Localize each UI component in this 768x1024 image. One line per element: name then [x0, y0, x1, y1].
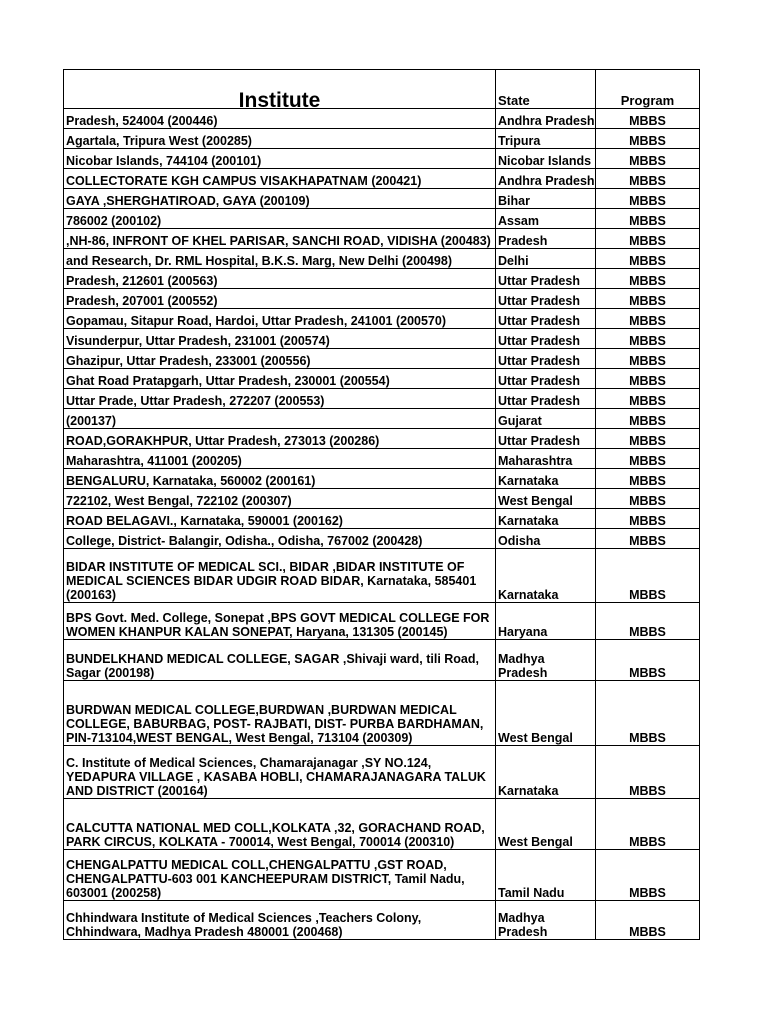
state-cell: Uttar Pradesh — [496, 369, 596, 389]
table-row — [64, 249, 700, 269]
program-cell: MBBS — [596, 209, 700, 229]
table-row — [64, 429, 700, 449]
state-cell: Uttar Pradesh — [496, 329, 596, 349]
program-cell: MBBS — [596, 129, 700, 149]
state-cell: Uttar Pradesh — [496, 389, 596, 409]
program-cell: MBBS — [596, 603, 700, 640]
institute-cell: Maharashtra, 411001 (200205) — [64, 449, 496, 469]
institute-cell: CHENGALPATTU MEDICAL COLL,CHENGALPATTU ,GST ROAD, CHENGALPATTU-603 001 KANCHEEPURAM DISTRICT, Tamil Nadu, 603001 (200258) — [64, 850, 496, 901]
table-row — [64, 309, 700, 329]
institute-cell: Visunderpur, Uttar Pradesh, 231001 (200574) — [64, 329, 496, 349]
institute-cell: Gopamau, Sitapur Road, Hardoi, Uttar Pradesh, 241001 (200570) — [64, 309, 496, 329]
program-cell: MBBS — [596, 449, 700, 469]
program-cell: MBBS — [596, 289, 700, 309]
table-row — [64, 369, 700, 389]
state-cell: Uttar Pradesh — [496, 269, 596, 289]
table-row — [64, 269, 700, 289]
table-row — [64, 129, 700, 149]
state-cell: Tamil Nadu — [496, 850, 596, 901]
table-row — [64, 169, 700, 189]
program-cell: MBBS — [596, 850, 700, 901]
state-cell: Uttar Pradesh — [496, 289, 596, 309]
program-cell: MBBS — [596, 409, 700, 429]
state-cell: Gujarat — [496, 409, 596, 429]
program-header: Program — [596, 70, 700, 109]
table-row — [64, 209, 700, 229]
program-cell: MBBS — [596, 549, 700, 603]
institute-cell: BIDAR INSTITUTE OF MEDICAL SCI., BIDAR ,BIDAR INSTITUTE OF MEDICAL SCIENCES BIDAR UDGIR ROAD BIDAR, Karnataka, 585401 (200163) — [64, 549, 496, 603]
institute-cell: ,NH-86, INFRONT OF KHEL PARISAR, SANCHI ROAD, VIDISHA (200483) — [64, 229, 496, 249]
institute-cell: GAYA ,SHERGHATIROAD, GAYA (200109) — [64, 189, 496, 209]
table-row — [64, 229, 700, 249]
table-row — [64, 549, 700, 603]
institute-cell: College, District- Balangir, Odisha., Odisha, 767002 (200428) — [64, 529, 496, 549]
institute-cell: BUNDELKHAND MEDICAL COLLEGE, SAGAR ,Shivaji ward, tili Road, Sagar (200198) — [64, 640, 496, 681]
state-cell: Bihar — [496, 189, 596, 209]
program-cell: MBBS — [596, 681, 700, 746]
state-cell: Pradesh — [496, 229, 596, 249]
table-row — [64, 149, 700, 169]
table-row — [64, 529, 700, 549]
institute-cell: and Research, Dr. RML Hospital, B.K.S. Marg, New Delhi (200498) — [64, 249, 496, 269]
table-row — [64, 409, 700, 429]
table-row — [64, 603, 700, 640]
state-cell: Andhra Pradesh — [496, 109, 596, 129]
table-row — [64, 289, 700, 309]
table-row — [64, 349, 700, 369]
program-cell: MBBS — [596, 149, 700, 169]
program-cell: MBBS — [596, 799, 700, 850]
state-cell: West Bengal — [496, 799, 596, 850]
program-cell: MBBS — [596, 901, 700, 940]
institute-cell: ROAD,GORAKHPUR, Uttar Pradesh, 273013 (200286) — [64, 429, 496, 449]
program-cell: MBBS — [596, 189, 700, 209]
state-cell: Uttar Pradesh — [496, 309, 596, 329]
state-cell: Haryana — [496, 603, 596, 640]
state-cell: Nicobar Islands — [496, 149, 596, 169]
state-cell: Andhra Pradesh — [496, 169, 596, 189]
state-cell: Assam — [496, 209, 596, 229]
program-cell: MBBS — [596, 746, 700, 799]
state-cell: Delhi — [496, 249, 596, 269]
state-cell: Maharashtra — [496, 449, 596, 469]
program-cell: MBBS — [596, 489, 700, 509]
program-cell: MBBS — [596, 369, 700, 389]
table-row — [64, 449, 700, 469]
institute-header: Institute — [64, 70, 496, 109]
state-cell: Karnataka — [496, 746, 596, 799]
institute-cell: BPS Govt. Med. College, Sonepat ,BPS GOVT MEDICAL COLLEGE FOR WOMEN KHANPUR KALAN SONEPAT, Haryana, 131305 (200145) — [64, 603, 496, 640]
table-row — [64, 509, 700, 529]
table-row — [64, 329, 700, 349]
institute-cell: 722102, West Bengal, 722102 (200307) — [64, 489, 496, 509]
state-cell: Karnataka — [496, 469, 596, 489]
table-row — [64, 189, 700, 209]
table-row — [64, 489, 700, 509]
program-cell: MBBS — [596, 529, 700, 549]
institute-table — [63, 69, 700, 940]
table-row — [64, 389, 700, 409]
institute-cell: BURDWAN MEDICAL COLLEGE,BURDWAN ,BURDWAN MEDICAL COLLEGE, BABURBAG, POST- RAJBATI, DIST- PURBA BARDHAMAN, PIN-713104,WEST BENGAL, West Bengal, 713104 (200309) — [64, 681, 496, 746]
program-cell: MBBS — [596, 169, 700, 189]
institute-cell: Pradesh, 212601 (200563) — [64, 269, 496, 289]
table-row — [64, 901, 700, 940]
state-cell: Madhya Pradesh — [496, 901, 596, 940]
table-row — [64, 469, 700, 489]
institute-cell: Ghazipur, Uttar Pradesh, 233001 (200556) — [64, 349, 496, 369]
institute-cell: Chhindwara Institute of Medical Sciences ,Teachers Colony, Chhindwara, Madhya Pradesh 480001 (200468) — [64, 901, 496, 940]
state-cell: Karnataka — [496, 549, 596, 603]
table-row — [64, 109, 700, 129]
program-cell: MBBS — [596, 349, 700, 369]
program-cell: MBBS — [596, 269, 700, 289]
table-row — [64, 640, 700, 681]
program-cell: MBBS — [596, 469, 700, 489]
state-cell: Uttar Pradesh — [496, 429, 596, 449]
program-cell: MBBS — [596, 229, 700, 249]
state-cell: Tripura — [496, 129, 596, 149]
institute-cell: Agartala, Tripura West (200285) — [64, 129, 496, 149]
state-cell: West Bengal — [496, 681, 596, 746]
institute-cell: (200137) — [64, 409, 496, 429]
institute-cell: Pradesh, 524004 (200446) — [64, 109, 496, 129]
table-row — [64, 799, 700, 850]
institute-cell: BENGALURU, Karnataka, 560002 (200161) — [64, 469, 496, 489]
institute-cell: ROAD BELAGAVI., Karnataka, 590001 (200162) — [64, 509, 496, 529]
program-cell: MBBS — [596, 309, 700, 329]
program-cell: MBBS — [596, 329, 700, 349]
state-cell: West Bengal — [496, 489, 596, 509]
state-cell: Karnataka — [496, 509, 596, 529]
state-cell: Odisha — [496, 529, 596, 549]
state-cell: Madhya Pradesh — [496, 640, 596, 681]
program-cell: MBBS — [596, 249, 700, 269]
institute-cell: Pradesh, 207001 (200552) — [64, 289, 496, 309]
table-row — [64, 746, 700, 799]
state-header: State — [496, 70, 596, 109]
institute-cell: C. Institute of Medical Sciences, Chamarajanagar ,SY NO.124, YEDAPURA VILLAGE , KASABA HOBLI, CHAMARAJANAGARA TALUK AND DISTRICT (200164) — [64, 746, 496, 799]
institute-cell: Nicobar Islands, 744104 (200101) — [64, 149, 496, 169]
institute-cell: COLLECTORATE KGH CAMPUS VISAKHAPATNAM (200421) — [64, 169, 496, 189]
program-cell: MBBS — [596, 640, 700, 681]
table-row — [64, 681, 700, 746]
header-row — [64, 70, 700, 109]
program-cell: MBBS — [596, 429, 700, 449]
institute-cell: Ghat Road Pratapgarh, Uttar Pradesh, 230001 (200554) — [64, 369, 496, 389]
institute-cell: CALCUTTA NATIONAL MED COLL,KOLKATA ,32, GORACHAND ROAD, PARK CIRCUS, KOLKATA - 700014, West Bengal, 700014 (200310) — [64, 799, 496, 850]
institute-cell: 786002 (200102) — [64, 209, 496, 229]
table-row — [64, 850, 700, 901]
program-cell: MBBS — [596, 389, 700, 409]
state-cell: Uttar Pradesh — [496, 349, 596, 369]
institute-cell: Uttar Prade, Uttar Pradesh, 272207 (200553) — [64, 389, 496, 409]
table-body — [64, 109, 700, 940]
program-cell: MBBS — [596, 509, 700, 529]
program-cell: MBBS — [596, 109, 700, 129]
